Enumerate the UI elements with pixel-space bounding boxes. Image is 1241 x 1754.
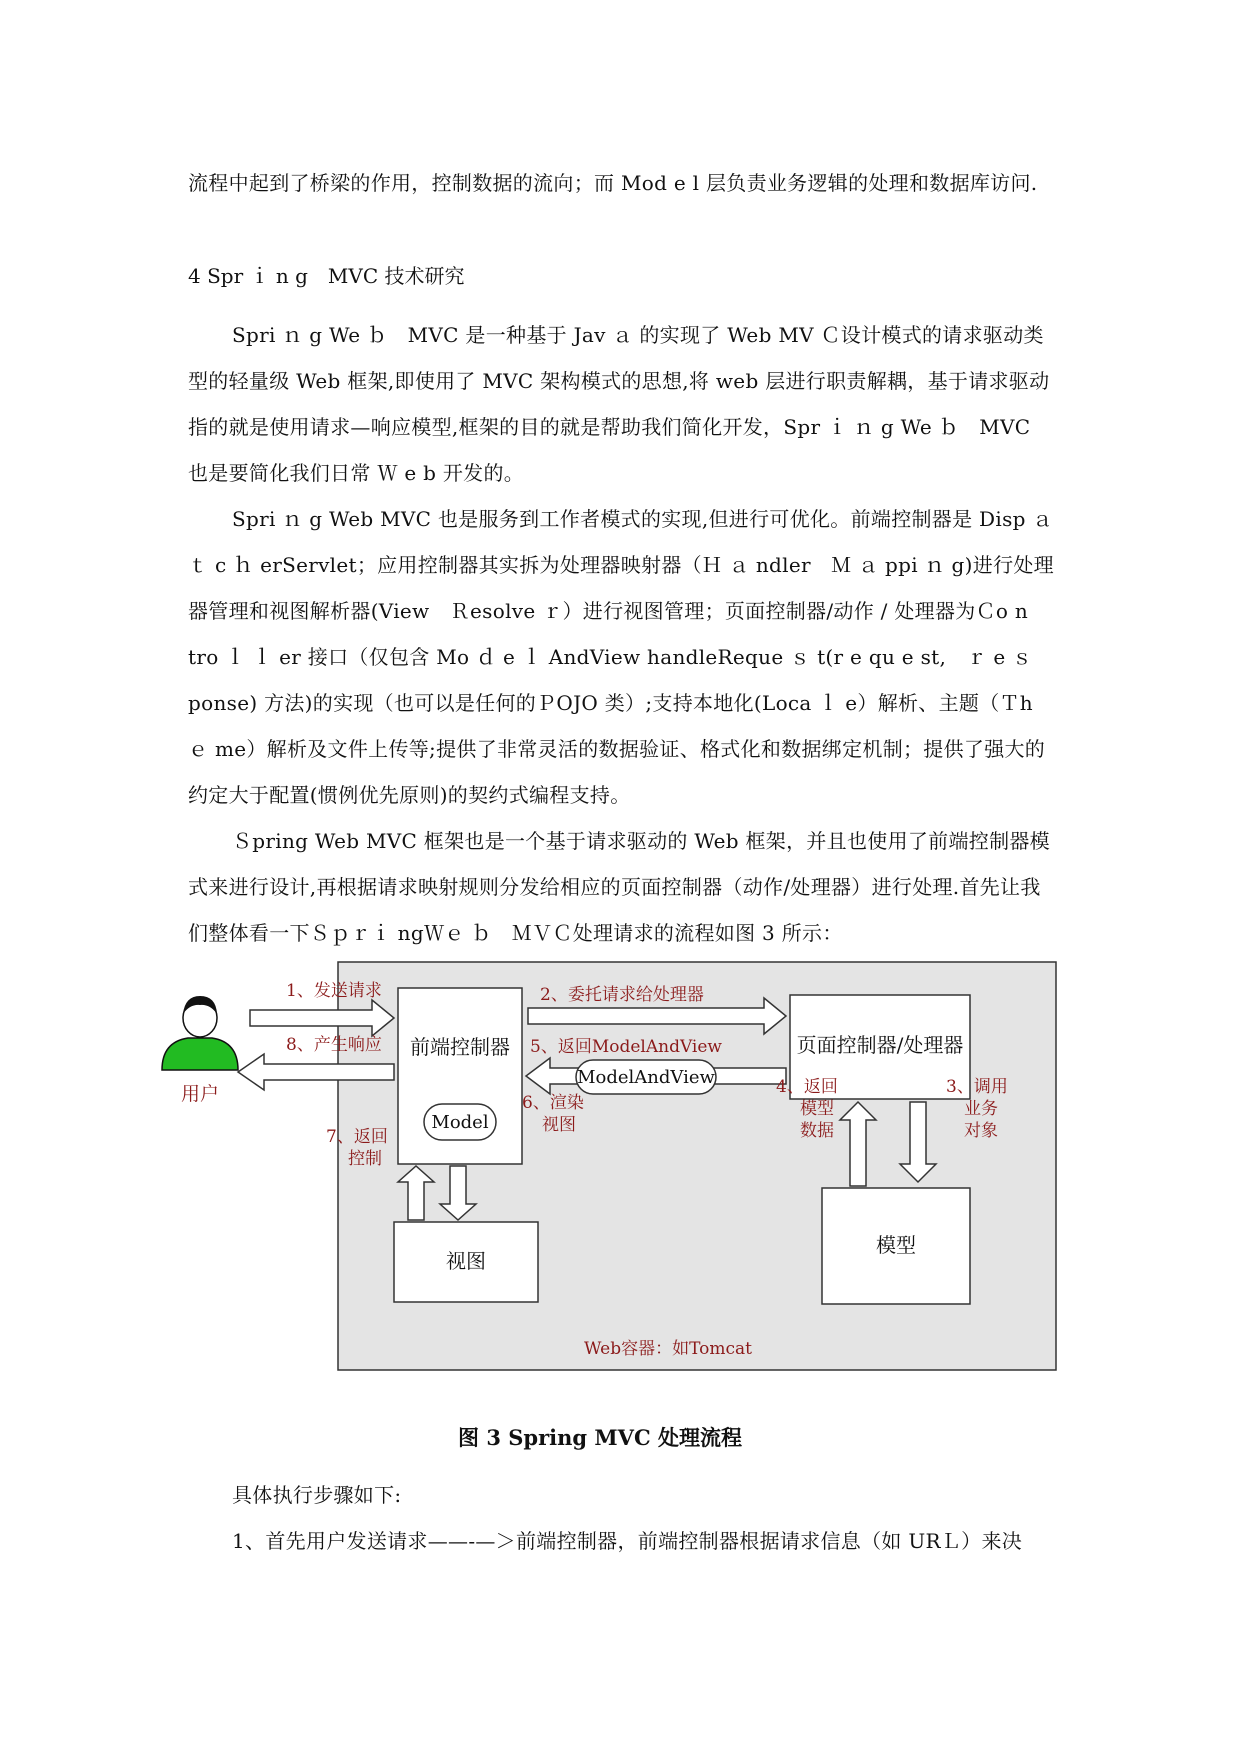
step6-line1: 6、渲染 (522, 1093, 584, 1113)
modelandview-label: ModelAndView (577, 1067, 715, 1088)
step4-line1: 4、返回 (776, 1077, 838, 1097)
paragraph-intro: 流程中起到了桥梁的作用，控制数据的流向；而 Mod e l 层负责业务逻辑的处理和数据库访问. (188, 171, 1038, 195)
view-box-label: 视图 (446, 1249, 486, 1273)
paragraph-step-one: 1、首先用户发送请求——-—＞前端控制器，前端控制器根据请求信息（如 URＬ）来决 (232, 1529, 1023, 1553)
user-icon (162, 996, 238, 1070)
model-box-label: 模型 (876, 1233, 916, 1257)
arrow-send-request (250, 1000, 394, 1036)
step2-label: 2、委托请求给处理器 (540, 985, 704, 1005)
step3-line3: 对象 (964, 1121, 998, 1141)
paragraph-steps-intro: 具体执行步骤如下: (232, 1483, 402, 1507)
step7-line1: 7、返回 (326, 1127, 388, 1147)
step3-line1: 3、调用 (946, 1077, 1008, 1097)
model-oval-label: Model (431, 1112, 489, 1133)
section-heading: 4 Spr ｉ n g MVC 技术研究 (188, 264, 465, 288)
user-label: 用户 (180, 1083, 220, 1105)
step4-line3: 数据 (800, 1121, 834, 1141)
figure-caption: 图 3 Spring MVC 处理流程 (458, 1425, 742, 1450)
page-controller-label: 页面控制器/处理器 (796, 1033, 964, 1057)
step8-label: 8、产生响应 (286, 1035, 382, 1055)
step7-line2: 控制 (348, 1149, 382, 1169)
step6-line2: 视图 (542, 1115, 576, 1135)
step1-label: 1、发送请求 (286, 981, 382, 1001)
spring-mvc-flow-diagram (150, 960, 1070, 1380)
web-container-label: Web容器：如Tomcat (584, 1339, 752, 1359)
step3-line2: 业务 (964, 1099, 998, 1119)
paragraph-flow-intro: Ｓpring Web MVC 框架也是一个基于请求驱动的 Web 框架，并且也使用了前端控制器模式来进行设计,再根据请求映射规则分发给相应的页面控制器（动作/处理器）进行处理.首先让我们整体看一下Ｓｐｒｉ ngＷｅ ｂ ＭＶＣ处理请求的流程如图 3 所示： (188, 829, 1050, 945)
step5-label: 5、返回ModelAndView (530, 1037, 722, 1057)
step4-line2: 模型 (800, 1099, 834, 1119)
paragraph-spring-intro: Spri ｎ g We ｂ MVC 是一种基于 Jav ａ 的实现了 Web MV Ｃ设计模式的请求驱动类型的轻量级 Web 框架,即使用了 MVC 架构模式的思想,将 web 层进行职责解耦，基于请求驱动指的就是使用请求—响应模型,框架的目的就是帮助我们简化开发，Spr ｉ ｎ g We ｂ MVC 也是要简化我们日常 Ｗ e b 开发的。 (188, 323, 1050, 485)
paragraph-spring-features: Spri ｎ g Web MVC 也是服务到工作者模式的实现,但进行可优化。前端控制器是 Disp ａ ｔ c ｈ erServlet；应用控制器其实拆为处理器映射器（Ｈ ａ ndler Ｍ ａ ppi ｎ g)进行处理器管理和视图解析器(View Ｒesolve ｒ）进行视图管理；页面控制器/动作 / 处理器为Ｃo n tro ｌ ｌ er 接口（仅包含 Mo ｄ e ｌ AndView handleReque ｓ t(r e qu e st, ｒ e ｓ ponse) 方法)的实现（也可以是任何的ＰOJO 类）;支持本地化(Loca ｌ e）解析、主题（Ｔh ｅ me）解析及文件上传等;提供了非常灵活的数据验证、格式化和数据绑定机制；提供了强大的约定大于配置(惯例优先原则)的契约式编程支持。 (188, 507, 1054, 807)
front-controller-label: 前端控制器 (410, 1035, 510, 1059)
